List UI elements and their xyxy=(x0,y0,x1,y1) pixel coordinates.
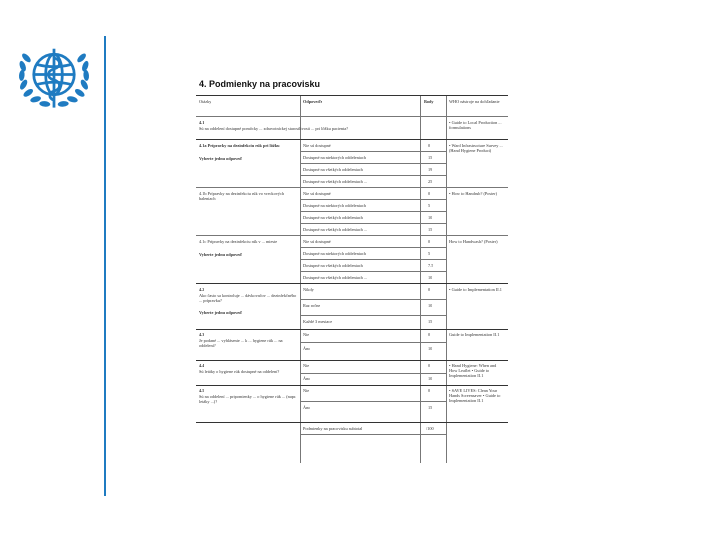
row-line xyxy=(196,187,508,188)
row-line xyxy=(300,259,446,260)
answer-points: 15 xyxy=(428,155,433,160)
q-4-1c-who: How to Handwash? (Poster) xyxy=(449,239,498,244)
answer-text: Dostupné na niektorých oddeleniach xyxy=(303,155,366,160)
row-line xyxy=(196,329,508,330)
answer-text: Dostupné na niektorých oddeleniach xyxy=(303,251,366,256)
column-divider xyxy=(446,96,447,463)
q-4-5-number: 4.5 xyxy=(199,388,205,393)
q-4-1a-who: • Ward Infrastructure Survey ... (Hand Hygiene Product) xyxy=(449,143,503,153)
answer-points: 15 xyxy=(428,227,433,232)
answer-text: Nie sú dostupné xyxy=(303,239,331,244)
answer-points: 5 xyxy=(428,251,431,256)
q-4-4-who: • Hand Hygiene: When and How Leaflet • Guide to Implementation II.1 xyxy=(449,363,497,378)
q-4-2-number: 4.2 xyxy=(199,287,205,292)
answer-points: 15 xyxy=(428,405,433,410)
answer-points: 25 xyxy=(428,179,433,184)
answer-text: Áno xyxy=(303,376,311,381)
answer-points: 10 xyxy=(428,215,433,220)
answer-points: 15 xyxy=(428,319,433,324)
answer-points: 5 xyxy=(428,203,431,208)
header-points: Body xyxy=(424,99,434,104)
answer-points: 0 xyxy=(428,388,431,393)
row-line xyxy=(300,271,446,272)
row-line xyxy=(196,422,508,423)
answer-text: Nie sú dostupné xyxy=(303,143,331,148)
header-questions: Otázky xyxy=(199,99,212,104)
answer-text: Dostupné na všetkých oddeleniach xyxy=(303,215,363,220)
q-4-1c-label: 4.1c Prípravky na dezinfekciu rúk v ... mieste xyxy=(199,239,278,244)
q-4-3-text: Je podané ... vyhlásenie ... k ... hygiene rúk ... na oddelení? xyxy=(199,338,283,348)
q-4-1b-label: 4.1b Prípravky na dezinfekciu rúk vo vreckových baleniach xyxy=(199,191,285,201)
answer-points: 7.5 xyxy=(428,263,434,268)
row-line xyxy=(196,235,508,236)
answer-points: 0 xyxy=(428,239,431,244)
q-4-2-who: • Guide to Implementation II.1 xyxy=(449,287,502,292)
row-line xyxy=(300,315,446,316)
answer-text: Nikdy xyxy=(303,287,314,292)
header-answers: Odpoveďe xyxy=(303,99,323,104)
q-4-1-who: • Guide to Local Production ... formulations xyxy=(449,120,502,130)
row-line xyxy=(300,342,446,343)
answer-points: 10 xyxy=(428,303,433,308)
subtotal-label: Podmienky na pracovisku subtotal xyxy=(303,426,363,431)
answer-text: Dostupné na všetkých oddeleniach ... xyxy=(303,227,368,232)
header-who-tools: WHO nástroje na dohľadanie xyxy=(449,99,500,104)
row-line xyxy=(196,283,508,284)
answer-text: Dostupné na všetkých oddeleniach xyxy=(303,167,363,172)
answer-text: Dostupné na niektorých oddeleniach xyxy=(303,203,366,208)
q-4-4-text: Sú letáky o hygiene rúk dostupné na oddelení? xyxy=(199,369,280,374)
q-4-5-text: Sú na oddelení ... pripomienky ... o hygiene rúk ... (napr. letáky ...)? xyxy=(199,394,297,404)
answer-text: Nie sú dostupné xyxy=(303,191,331,196)
answer-text: Áno xyxy=(303,346,311,351)
q-4-4-number: 4.4 xyxy=(199,363,205,368)
row-line xyxy=(300,211,446,212)
row-line xyxy=(196,116,508,117)
row-line xyxy=(196,360,508,361)
q-4-1a-select-one: Vyberte jednu odpoveď xyxy=(199,156,243,161)
vertical-divider xyxy=(104,36,106,496)
answer-text: Nie xyxy=(303,363,310,368)
q-4-1b-who: • How to Handrub? (Poster) xyxy=(449,191,498,196)
q-4-1-text: Sú na oddelení dostupné pomôcky ... zdravotníckej starostlivosti ... pri lôžku pacienta? xyxy=(199,126,349,131)
q-4-1a-label: 4.1a Prípravky na dezinfekciu rúk pri lôžku xyxy=(199,143,280,148)
answer-points: 10 xyxy=(428,346,433,351)
answer-text: Každé 3 mesiace xyxy=(303,319,333,324)
document-page xyxy=(196,78,508,464)
row-line xyxy=(300,175,446,176)
row-line xyxy=(196,139,508,140)
page-title: 4. Podmienky na pracovisku xyxy=(196,78,508,96)
row-line xyxy=(300,247,446,248)
row-line xyxy=(300,373,446,374)
row-line xyxy=(196,385,508,386)
row-line xyxy=(300,199,446,200)
who-emblem-logo xyxy=(8,34,100,126)
answer-text: Raz ročne xyxy=(303,303,321,308)
subtotal-points: /100 xyxy=(426,426,434,431)
answer-text: Nie xyxy=(303,332,310,337)
q-4-1-number: 4.1 xyxy=(199,120,205,125)
answer-text: Dostupné na všetkých oddeleniach ... xyxy=(303,179,368,184)
answer-points: 0 xyxy=(428,363,431,368)
row-line xyxy=(300,163,446,164)
answer-text: Áno xyxy=(303,405,311,410)
q-4-1c-select-one: Vyberte jednu odpoveď xyxy=(199,252,243,257)
answer-text: Dostupné na všetkých oddeleniach ... xyxy=(303,275,368,280)
q-4-2-select-one: Vyberte jednu odpoveď xyxy=(199,310,243,315)
answer-points: 0 xyxy=(428,287,431,292)
answer-text: Nie xyxy=(303,388,310,393)
q-4-3-who: Guide to Implementation II.1 xyxy=(449,332,500,337)
row-line xyxy=(300,434,446,435)
row-line xyxy=(300,299,446,300)
row-line xyxy=(300,223,446,224)
row-line xyxy=(300,401,446,402)
answer-text: Dostupné na všetkých oddeleniach xyxy=(303,263,363,268)
q-4-3-number: 4.3 xyxy=(199,332,205,337)
answer-points: 19 xyxy=(428,167,433,172)
q-4-2-text: Ako často sa kontroluje ... dávkovačov ... dezinfekčného ... prípravku? xyxy=(199,293,297,303)
q-4-5-who: • SAVE LIVES: Clean Your Hands Screensaver • Guide to Implementation II.1 xyxy=(449,388,501,403)
answer-points: 10 xyxy=(428,376,433,381)
answer-points: 0 xyxy=(428,143,431,148)
answer-points: 0 xyxy=(428,332,431,337)
row-line xyxy=(300,151,446,152)
answer-points: 10 xyxy=(428,275,433,280)
answer-points: 0 xyxy=(428,191,431,196)
